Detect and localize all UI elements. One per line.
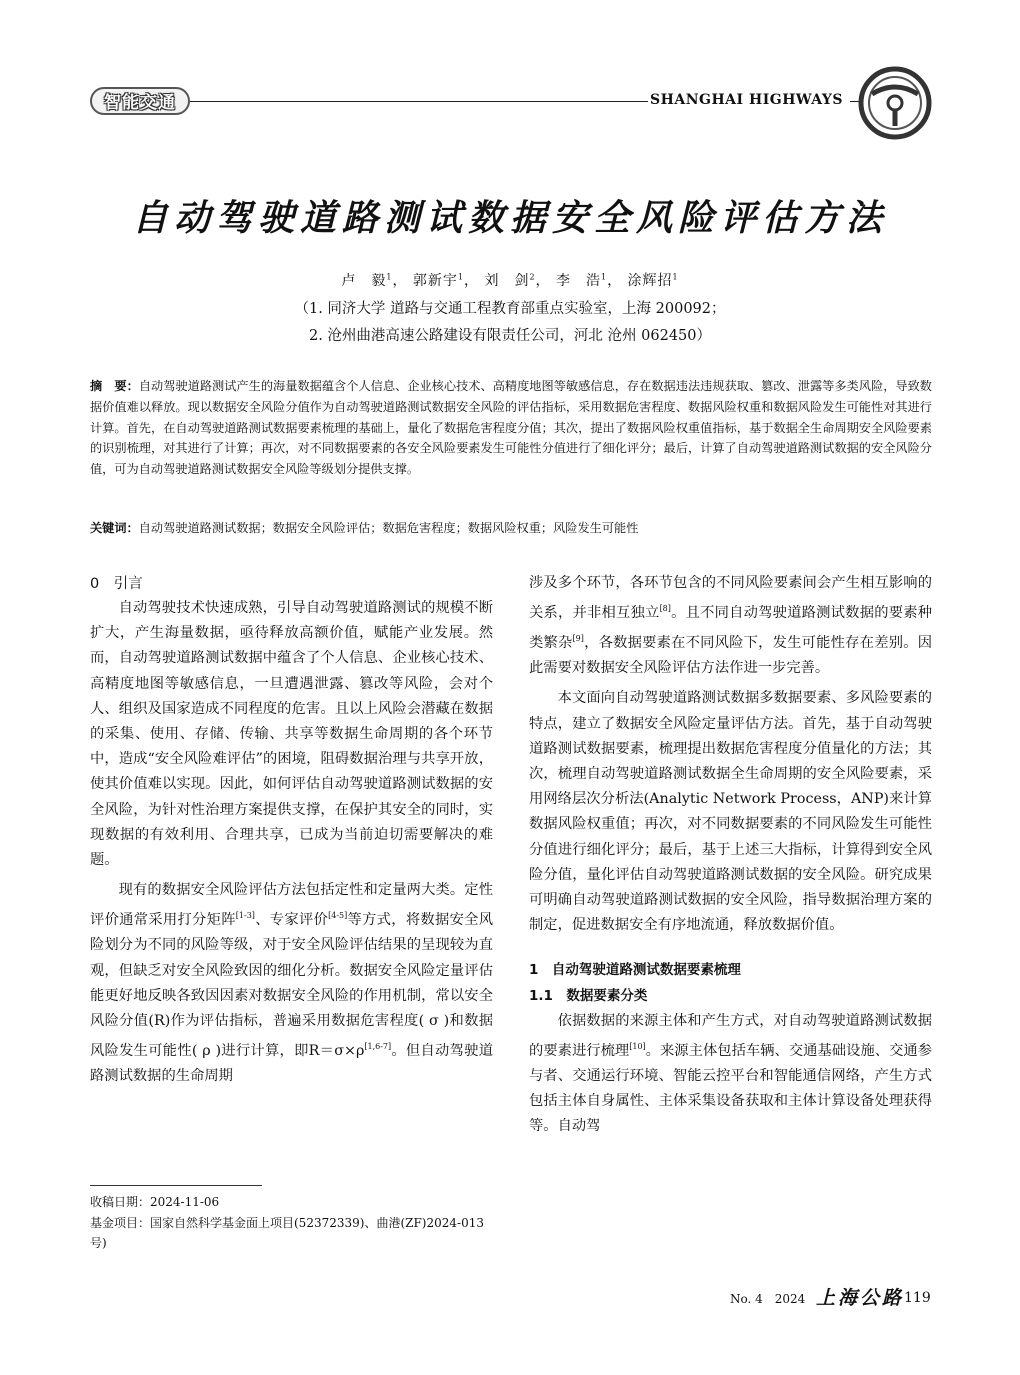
abstract-text: 自动驾驶道路测试产生的海量数据蕴含个人信息、企业核心技术、高精度地图等敏感信息，存在数据违法违规获取、篡改、泄露等多类风险，导致数据价值难以释放。现以数据安全风险分值作为自动驾驶道路测试数据安全风险的评估指标，采用数据危害程度、数据风险权重和数据风险发生可能性对其进行计算。首先，在自动驾驶道路测试数据要素梳理的基础上，量化了数据危害程度分值；其次，提出了数据风险权重值指标，基于数据全生命周期安全风险要素的识别梳理，对其进行了计算；再次，对不同数据要素的各安全风险要素发生可能性分值进行了细化评分；最后，计算了自动驾驶道路测试数据的安全风险分值，可为自动驾驶道路测试数据安全风险等级划分提供支撑。 bbox=[90, 379, 932, 477]
fund-info: 基金项目：国家自然科学基金面上项目(52372339)、曲港(ZF)2024-013号) bbox=[90, 1215, 484, 1250]
right-column bbox=[529, 571, 932, 1140]
paragraph: 现有的数据安全风险评估方法包括定性和定量两大类。定性评价通常采用打分矩阵[1-3]、专家评价[4-5]等方式，将数据安全风险划分为不同的风险等级，对于安全风险评估结果的呈现较为直观，但缺乏对安全风险致因的细化分析。数据安全风险定量评估能更好地反映各致因因素对数据安全风险的作用机制，常以安全风险分值(R)作为评估指标，普遍采用数据危害程度( σ )和数据风险发生可能性( ρ )进行计算，即R＝σ×ρ[1,6-7]。但自动驾驶道路测试数据的生命周期 bbox=[90, 882, 494, 1085]
citation: [9] bbox=[572, 634, 584, 644]
footnote bbox=[90, 1192, 500, 1254]
keywords-label: 关键词： bbox=[90, 521, 139, 535]
affiliation-1: （1. 同济大学 道路与交通工程教育部重点实验室，上海 200092； bbox=[294, 301, 726, 317]
paragraph: 依据数据的来源主体和产生方式，对自动驾驶道路测试数据的要素进行梳理[10]。来源主体包括车辆、交通基础设施、交通参与者、交通运行环境、智能云控平台和智能通信网络，产生方式包括主体自身属性、主体采集设备获取和主体计算设备处理获得等。自动驾 bbox=[529, 1012, 933, 1135]
received-date: 收稿日期：2024-11-06 bbox=[90, 1195, 220, 1209]
author: 卢 毅 bbox=[341, 273, 387, 289]
keywords bbox=[90, 518, 932, 538]
subsection-heading-1-1: 1.1 数据要素分类 bbox=[529, 987, 648, 1004]
citation: [4-5] bbox=[328, 911, 348, 921]
citation: [8] bbox=[659, 604, 671, 614]
journal-name: SHANGHAI HIGHWAYS bbox=[650, 92, 844, 108]
journal-logo-icon bbox=[858, 66, 932, 140]
affiliation-2: 2. 沧州曲港高速公路建设有限责任公司，河北 沧州 062450） bbox=[308, 328, 711, 344]
issue-info: No. 4 2024 bbox=[730, 1292, 806, 1306]
paragraph: 涉及多个环节，各环节包含的不同风险要素间会产生相互影响的关系，并非相互独立[8]。且不同自动驾驶道路测试数据的要素种类繁杂[9]，各数据要素在不同风险下，发生可能性存在差别。因此需要对数据安全风险评估方法作进一步完善。 bbox=[529, 575, 933, 677]
paper-title: 自动驾驶道路测试数据安全风险评估方法 bbox=[131, 198, 888, 239]
section-heading-intro: 0 引言 bbox=[90, 576, 143, 592]
journal-name-cn: 上海公路 bbox=[816, 1287, 905, 1309]
author: 刘 剑 bbox=[484, 273, 530, 289]
keywords-text: 自动驾驶道路测试数据；数据安全风险评估；数据危害程度；数据风险权重；风险发生可能性 bbox=[138, 521, 639, 535]
left-column bbox=[90, 596, 493, 1089]
header-rule bbox=[190, 101, 648, 102]
author: 涂辉招 bbox=[627, 273, 673, 289]
section-badge: 智能交通 bbox=[90, 87, 190, 115]
section-heading-1: 1 自动驾驶道路测试数据要素梳理 bbox=[529, 962, 741, 979]
paragraph: 本文面向自动驾驶道路测试数据多数据要素、多风险要素的特点，建立了数据安全风险定量评估方法。首先，基于自动驾驶道路测试数据要素，梳理提出数据危害程度分值量化的方法；其次，梳理自动驾驶道路测试数据全生命周期的安全风险要素，采用网络层次分析法(Analytic Network Process，ANP)来计算数据风险权重值；再次，对不同数据要素的不同风险发生可能性分值进行细化评分；最后，基于上述三大指标，计算得到安全风险分值，量化评估自动驾驶道路测试数据的安全风险。研究成果可明确自动驾驶道路测试数据的安全风险，指导数据治理方案的制定，促进数据安全有序地流通，释放数据价值。 bbox=[529, 690, 932, 934]
abstract bbox=[90, 376, 932, 480]
citation: [1,6-7] bbox=[364, 1042, 392, 1052]
author: 郭新宇 bbox=[412, 273, 458, 289]
author-list: 卢 毅$^1$， 郭新宇$^1$， 刘 剑$^2$， 李 浩$^1$， 涂辉招$^1$ bbox=[341, 272, 679, 289]
footnote-rule bbox=[90, 1185, 262, 1186]
page-number: 119 bbox=[904, 1290, 931, 1306]
abstract-label: 摘 要： bbox=[90, 379, 139, 393]
citation: [1-3] bbox=[235, 911, 255, 921]
citation: [10] bbox=[629, 1041, 646, 1051]
paragraph: 自动驾驶技术快速成熟，引导自动驾驶道路测试的规模不断扩大，产生海量数据，亟待释放高额价值，赋能产业发展。然而，自动驾驶道路测试数据中蕴含了个人信息、企业核心技术、高精度地图等敏感信息，一旦遭遇泄露、篡改等风险，会对个人、组织及国家造成不同程度的危害。且以上风险会潜藏在数据的采集、使用、存储、传输、共享等数据生命周期的各个环节中，造成“安全风险难评估”的困境，阻碍数据治理与共享开放，使其价值难以实现。因此，如何评估自动驾驶道路测试数据的安全风险，为针对性治理方案提供支撑，在保护其安全的同时，实现数据的有效利用、合理共享，已成为当前迫切需要解决的难题。 bbox=[90, 600, 493, 869]
author: 李 浩 bbox=[556, 273, 601, 289]
